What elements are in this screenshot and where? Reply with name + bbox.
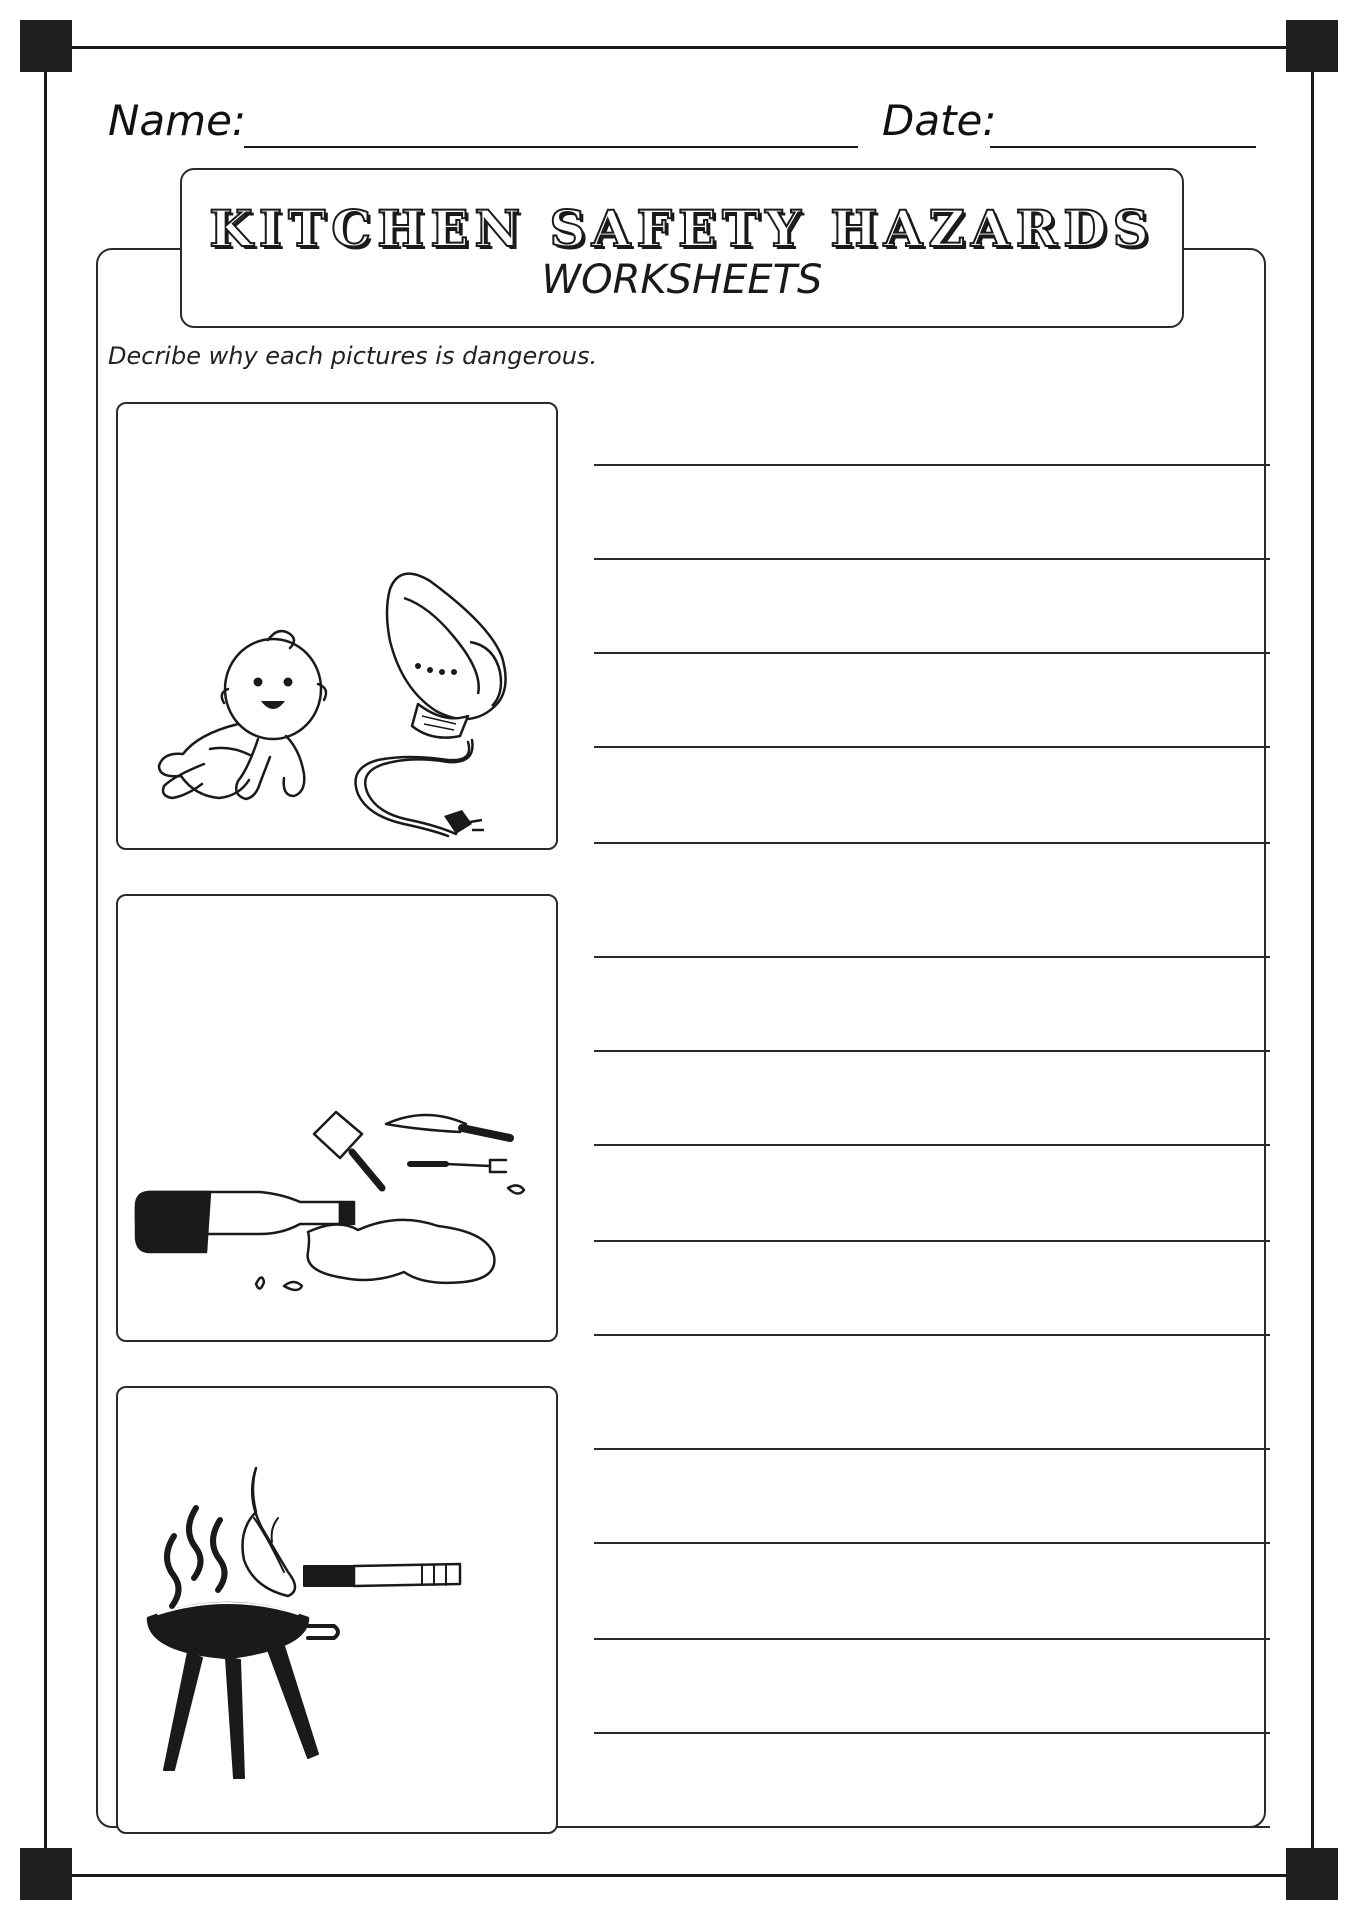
frame-right xyxy=(1311,46,1314,1877)
answer-line-2-4[interactable] xyxy=(594,1240,1270,1242)
answer-line-1-5[interactable] xyxy=(594,842,1270,844)
date-field[interactable] xyxy=(990,146,1256,148)
answer-line-3-3[interactable] xyxy=(594,1638,1270,1640)
answer-line-2-5[interactable] xyxy=(594,1334,1270,1336)
frame-bottom xyxy=(44,1874,1314,1877)
corner-top-right xyxy=(1286,20,1338,72)
baby-and-iron-icon xyxy=(118,404,560,852)
name-label: Name: xyxy=(108,96,247,145)
corner-bottom-left xyxy=(20,1848,72,1900)
corner-top-left xyxy=(20,20,72,72)
picture-box-3 xyxy=(116,1386,558,1834)
name-field[interactable] xyxy=(244,146,858,148)
answer-line-1-3[interactable] xyxy=(594,652,1270,654)
title-box xyxy=(180,168,1184,328)
answer-line-3-1[interactable] xyxy=(594,1448,1270,1450)
knives-and-spill-icon xyxy=(118,896,560,1344)
answer-line-3-5[interactable] xyxy=(594,1826,1270,1828)
corner-bottom-right xyxy=(1286,1848,1338,1900)
answer-line-3-2[interactable] xyxy=(594,1542,1270,1544)
answer-line-2-2[interactable] xyxy=(594,1050,1270,1052)
picture-box-2 xyxy=(116,894,558,1342)
answer-line-1-2[interactable] xyxy=(594,558,1270,560)
worksheet-subtitle: WORKSHEETS xyxy=(541,257,823,303)
instructions-text: Decribe why each pictures is dangerous. xyxy=(108,342,598,370)
answer-line-2-3[interactable] xyxy=(594,1144,1270,1146)
frame-top xyxy=(44,46,1314,49)
picture-box-1 xyxy=(116,402,558,850)
answer-line-2-1[interactable] xyxy=(594,956,1270,958)
frame-left xyxy=(44,46,47,1877)
worksheet-title: KITCHEN SAFETY HAZARDS xyxy=(209,199,1155,258)
date-label: Date: xyxy=(882,96,997,145)
grill-and-cigarette-icon xyxy=(118,1388,560,1836)
answer-line-1-4[interactable] xyxy=(594,746,1270,748)
answer-line-3-4[interactable] xyxy=(594,1732,1270,1734)
answer-line-1-1[interactable] xyxy=(594,464,1270,466)
